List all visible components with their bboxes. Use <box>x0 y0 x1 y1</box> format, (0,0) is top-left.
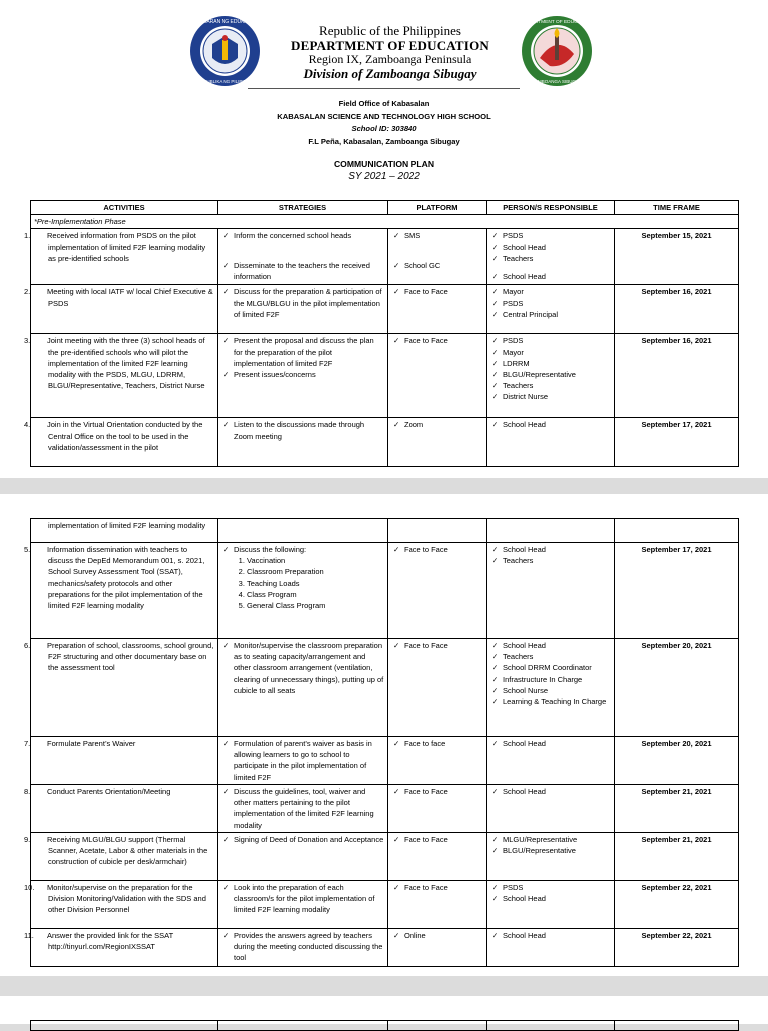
platform-item: ✓ Face to Face <box>391 882 483 893</box>
platform-item: ✓ School GC <box>391 260 483 271</box>
platform-cell <box>388 334 487 418</box>
deped-seal-left <box>188 14 262 88</box>
person-item: ✓ Central Principal <box>490 309 611 320</box>
time-frame-cell: September 17, 2021 <box>615 543 739 639</box>
person-item: ✓ PSDS <box>490 230 611 241</box>
activity-cell <box>24 285 218 334</box>
person-item: ✓ Infrastructure In Charge <box>490 674 611 685</box>
seal-right-ring-top: DEPARTMENT OF EDUCATION <box>522 20 592 25</box>
activity-cell <box>24 639 218 737</box>
activity-text: Joint meeting with the three (3) school heads of the pre-identified schools who will pilot the implementation of the limited F2F learning modality with the PSDS, MLGU, LDRRM, BLGU/Representative, Teachers, District Nurse <box>47 336 205 391</box>
time-frame-cell: September 22, 2021 <box>615 881 739 929</box>
person-item: ✓ Teachers <box>490 651 611 662</box>
table-row <box>31 737 739 785</box>
strategies-cell <box>218 285 388 334</box>
substep-item: 2. Classroom Preparation <box>247 566 384 577</box>
strategy-item: ✓ Formulation of parent’s waiver as basis in allowing learners to go to school to participate in the pilot implementation of limited F2F <box>221 738 384 783</box>
row-number: 9. <box>24 835 31 844</box>
activity-text: Answer the provided link for the SSAT http://tinyurl.com/RegionIXSSAT <box>47 931 174 952</box>
column-header: TIME FRAME <box>615 201 739 215</box>
person-item: ✓ School Nurse <box>490 685 611 696</box>
persons-cell <box>487 418 615 467</box>
table-row <box>31 785 739 833</box>
row-number: 11. <box>24 931 34 940</box>
school-year: SY 2021 – 2022 <box>348 171 420 182</box>
activity-cell <box>31 519 218 543</box>
person-item: ✓ Teachers <box>490 380 611 391</box>
platform-item: ✓ Face to Face <box>391 640 483 651</box>
strategy-item: ✓ Listen to the discussions made through Zoom meeting <box>221 419 384 441</box>
time-frame-cell: September 21, 2021 <box>615 785 739 833</box>
row-number: 5. <box>24 545 31 554</box>
strategies-cell <box>218 639 388 737</box>
person-item: ✓ School Head <box>490 640 611 651</box>
person-item: ✓ School DRRM Coordinator <box>490 662 611 673</box>
strategy-item: ✓ Disseminate to the teachers the received information <box>221 260 384 282</box>
strategy-item: ✓ Provides the answers agreed by teachers during the meeting conducted discussing the tool <box>221 930 384 964</box>
platform-item: ✓ Face to Face <box>391 834 483 845</box>
strategy-item: ✓ Present issues/concerns <box>221 369 384 380</box>
table-row <box>31 543 739 639</box>
persons-cell <box>487 785 615 833</box>
letterhead-divider <box>248 88 520 89</box>
table-row <box>31 334 739 418</box>
row-number: 2. <box>24 287 31 297</box>
letterhead-text <box>270 24 510 81</box>
activity-text: Receiving MLGU/BLGU support (Thermal Scanner, Acetate, Labor & other materials in the construction of cubicle per desk/armchair) <box>47 835 208 867</box>
activity-text: Information dissemination with teachers to discuss the DepEd Memorandum 001, s. 2021, School Survey Assessment Tool (SSAT), mechanics/safety protocols and other preparations for the pilot implementation of the limited F2F learning modality <box>47 545 205 611</box>
person-item: ✓ PSDS <box>490 882 611 893</box>
time-frame-cell: September 20, 2021 <box>615 639 739 737</box>
person-item: ✓ PSDS <box>490 298 611 309</box>
platform-cell <box>388 285 487 334</box>
person-item: ✓ School Head <box>490 786 611 797</box>
strategy-item: ✓ Present the proposal and discuss the plan for the preparation of the pilot implementation of limited F2F <box>221 335 384 369</box>
phase-row <box>31 215 739 229</box>
person-item: ✓ Mayor <box>490 286 611 297</box>
row-number: 8. <box>24 787 31 796</box>
activity-text: Preparation of school, classrooms, school ground, F2F structuring and other documentary base on the assessment tool <box>47 641 214 673</box>
table-row-continuation <box>31 519 739 543</box>
person-item: ✓ School Head <box>490 271 611 282</box>
activity-text: Conduct Parents Orientation/Meeting <box>47 787 171 796</box>
persons-cell <box>487 929 615 967</box>
strategy-item: ✓ Signing of Deed of Donation and Acceptance <box>221 834 384 845</box>
row-number: 3. <box>24 336 31 346</box>
activity-text: implementation of limited F2F learning modality <box>48 521 206 530</box>
communication-plan-table-part-3 <box>30 1020 739 1031</box>
activity-text: Formulate Parent’s Waiver <box>47 739 136 748</box>
person-item: ✓ School Head <box>490 544 611 555</box>
document-title: COMMUNICATION PLAN <box>333 159 435 169</box>
column-header: PLATFORM <box>388 201 487 215</box>
table-row <box>31 285 739 334</box>
strategies-cell <box>218 881 388 929</box>
person-item: ✓ Mayor <box>490 347 611 358</box>
seal-right-ring-bottom: ZAMBOANGA SIBUGAY <box>532 79 582 84</box>
communication-plan-table-part-2 <box>24 518 739 967</box>
department-line: DEPARTMENT OF EDUCATION <box>291 38 489 53</box>
persons-cell <box>487 639 615 737</box>
row-number: 7. <box>24 739 31 748</box>
strategy-item: ✓ Monitor/supervise the classroom preparation as to seating capacity/arrangement and other classroom arrangement (ventilation, clearing of unnecessary things), putting up of cubicle to all seats <box>221 640 384 696</box>
platform-cell <box>388 929 487 967</box>
row-number: 6. <box>24 641 31 650</box>
strategies-cell <box>218 418 388 467</box>
row-number: 10. <box>24 883 35 892</box>
table-row <box>31 929 739 967</box>
time-frame-cell: September 16, 2021 <box>615 285 739 334</box>
strategies-cell <box>218 929 388 967</box>
office-block <box>0 98 768 148</box>
persons-cell <box>487 334 615 418</box>
activity-text: Join in the Virtual Orientation conducted by the Central Office on the tool to be used in the validation/assessment in the pilot <box>47 420 203 452</box>
platform-item: ✓ Zoom <box>391 419 483 430</box>
substep-list <box>221 555 384 611</box>
person-item: ✓ School Head <box>490 893 611 904</box>
platform-cell <box>388 881 487 929</box>
substep-item: 1. Vaccination <box>247 555 384 566</box>
person-item: ✓ MLGU/Representative <box>490 834 611 845</box>
letterhead <box>0 14 768 86</box>
office-name: Field Office of Kabasalan <box>338 99 430 108</box>
persons-cell <box>487 543 615 639</box>
time-frame-cell: September 16, 2021 <box>615 334 739 418</box>
platform-cell <box>388 543 487 639</box>
strategy-item: ✓ Look into the preparation of each classroom/s for the pilot implementation of limited F2F learning modality <box>221 882 384 916</box>
communication-plan-table-part-1 <box>24 200 739 467</box>
table-row <box>31 418 739 467</box>
person-item: ✓ School Head <box>490 419 611 430</box>
platform-cell <box>388 833 487 881</box>
person-item: ✓ Teachers <box>490 253 611 264</box>
seal-left-ring-top: KAGAWARAN NG EDUKASYON <box>188 19 262 25</box>
table-row <box>31 881 739 929</box>
platform-item: ✓ SMS <box>391 230 483 241</box>
region-line: Region IX, Zamboanga Peninsula <box>308 52 472 66</box>
person-item: ✓ School Head <box>490 242 611 253</box>
activity-cell <box>24 785 218 833</box>
platform-item: ✓ Face to Face <box>391 335 483 346</box>
time-frame-cell: September 17, 2021 <box>615 418 739 467</box>
platform-item: ✓ Online <box>391 930 483 941</box>
person-item: ✓ PSDS <box>490 335 611 346</box>
substep-item: 3. Teaching Loads <box>247 578 384 589</box>
table-row <box>31 833 739 881</box>
substep-item: 4. Class Program <box>247 589 384 600</box>
strategies-cell <box>218 334 388 418</box>
platform-item: ✓ Face to Face <box>391 286 483 297</box>
activity-cell <box>24 881 218 929</box>
activity-cell <box>24 929 218 967</box>
persons-cell <box>487 737 615 785</box>
platform-item: ✓ Face to Face <box>391 786 483 797</box>
strategies-cell <box>218 737 388 785</box>
strategy-item: ✓ Discuss the following: <box>221 544 384 555</box>
activity-cell <box>24 737 218 785</box>
activity-text: Monitor/supervise on the preparation for the Division Monitoring/Validation with the SDS and other Division Personnel <box>47 883 206 915</box>
school-name: KABASALAN SCIENCE AND TECHNOLOGY HIGH SCHOOL <box>277 111 491 121</box>
strategies-cell <box>218 229 388 285</box>
strategies-cell <box>218 543 388 639</box>
phase-label: *Pre-Implementation Phase <box>31 215 739 229</box>
strategies-cell <box>218 785 388 833</box>
table-row <box>31 639 739 737</box>
document-page-3 <box>0 996 768 1024</box>
activity-cell <box>24 229 218 285</box>
document-page-1 <box>0 0 768 478</box>
person-item: ✓ BLGU/Representative <box>490 845 611 856</box>
platform-cell <box>388 785 487 833</box>
strategy-item: ✓ Discuss for the preparation & participation of the MLGU/BLGU in the pilot implementation of limited F2F <box>221 286 384 320</box>
platform-item: ✓ Face to face <box>391 738 483 749</box>
platform-item: ✓ Face to Face <box>391 544 483 555</box>
table-row-partial <box>31 1021 739 1031</box>
row-number: 1. <box>24 231 31 241</box>
person-item: ✓ Learning & Teaching In Charge <box>490 696 611 707</box>
platform-cell <box>388 229 487 285</box>
table-row <box>31 229 739 285</box>
person-item: ✓ LDRRM <box>490 358 611 369</box>
school-address: F.L Peña, Kabasalan, Zamboanga Sibugay <box>308 136 460 146</box>
time-frame-cell: September 15, 2021 <box>615 229 739 285</box>
division-line: Division of Zamboanga Sibugay <box>303 66 477 81</box>
strategy-item: ✓ Inform the concerned school heads <box>221 230 384 241</box>
republic-line: Republic of the Philippines <box>319 23 461 38</box>
persons-cell <box>487 833 615 881</box>
activity-cell <box>24 833 218 881</box>
person-item: ✓ Teachers <box>490 555 611 566</box>
seal-left-ring-bottom: REPUBLIKA NG PILIPINAS <box>197 79 253 84</box>
activity-cell <box>24 334 218 418</box>
column-header: STRATEGIES <box>218 201 388 215</box>
platform-cell <box>388 737 487 785</box>
school-id: School ID: 303840 <box>351 124 417 133</box>
time-frame-cell: September 22, 2021 <box>615 929 739 967</box>
column-header: ACTIVITIES <box>31 201 218 215</box>
person-item: ✓ District Nurse <box>490 391 611 402</box>
table-header-row <box>31 201 739 215</box>
person-item: ✓ BLGU/Representative <box>490 369 611 380</box>
document-page-2 <box>0 494 768 976</box>
activity-cell <box>24 418 218 467</box>
persons-cell <box>487 285 615 334</box>
activity-text: Meeting with local IATF w/ local Chief Executive & PSDS <box>47 287 213 308</box>
person-item: ✓ School Head <box>490 738 611 749</box>
time-frame-cell: September 20, 2021 <box>615 737 739 785</box>
strategies-cell <box>218 833 388 881</box>
platform-cell <box>388 418 487 467</box>
substep-item: 5. General Class Program <box>247 600 384 611</box>
division-seal-right <box>520 14 594 88</box>
row-number: 4. <box>24 420 31 430</box>
activity-cell <box>24 543 218 639</box>
person-item: ✓ School Head <box>490 930 611 941</box>
strategy-item: ✓ Discuss the guidelines, tool, waiver and other matters pertaining to the pilot implementation of the limited F2F learning modality <box>221 786 384 831</box>
column-header: PERSON/S RESPONSIBLE <box>487 201 615 215</box>
platform-cell <box>388 639 487 737</box>
time-frame-cell: September 21, 2021 <box>615 833 739 881</box>
persons-cell <box>487 229 615 285</box>
activity-text: Received information from PSDS on the pilot implementation of limited F2F learning modality as pre-identified schools <box>47 231 206 263</box>
persons-cell <box>487 881 615 929</box>
